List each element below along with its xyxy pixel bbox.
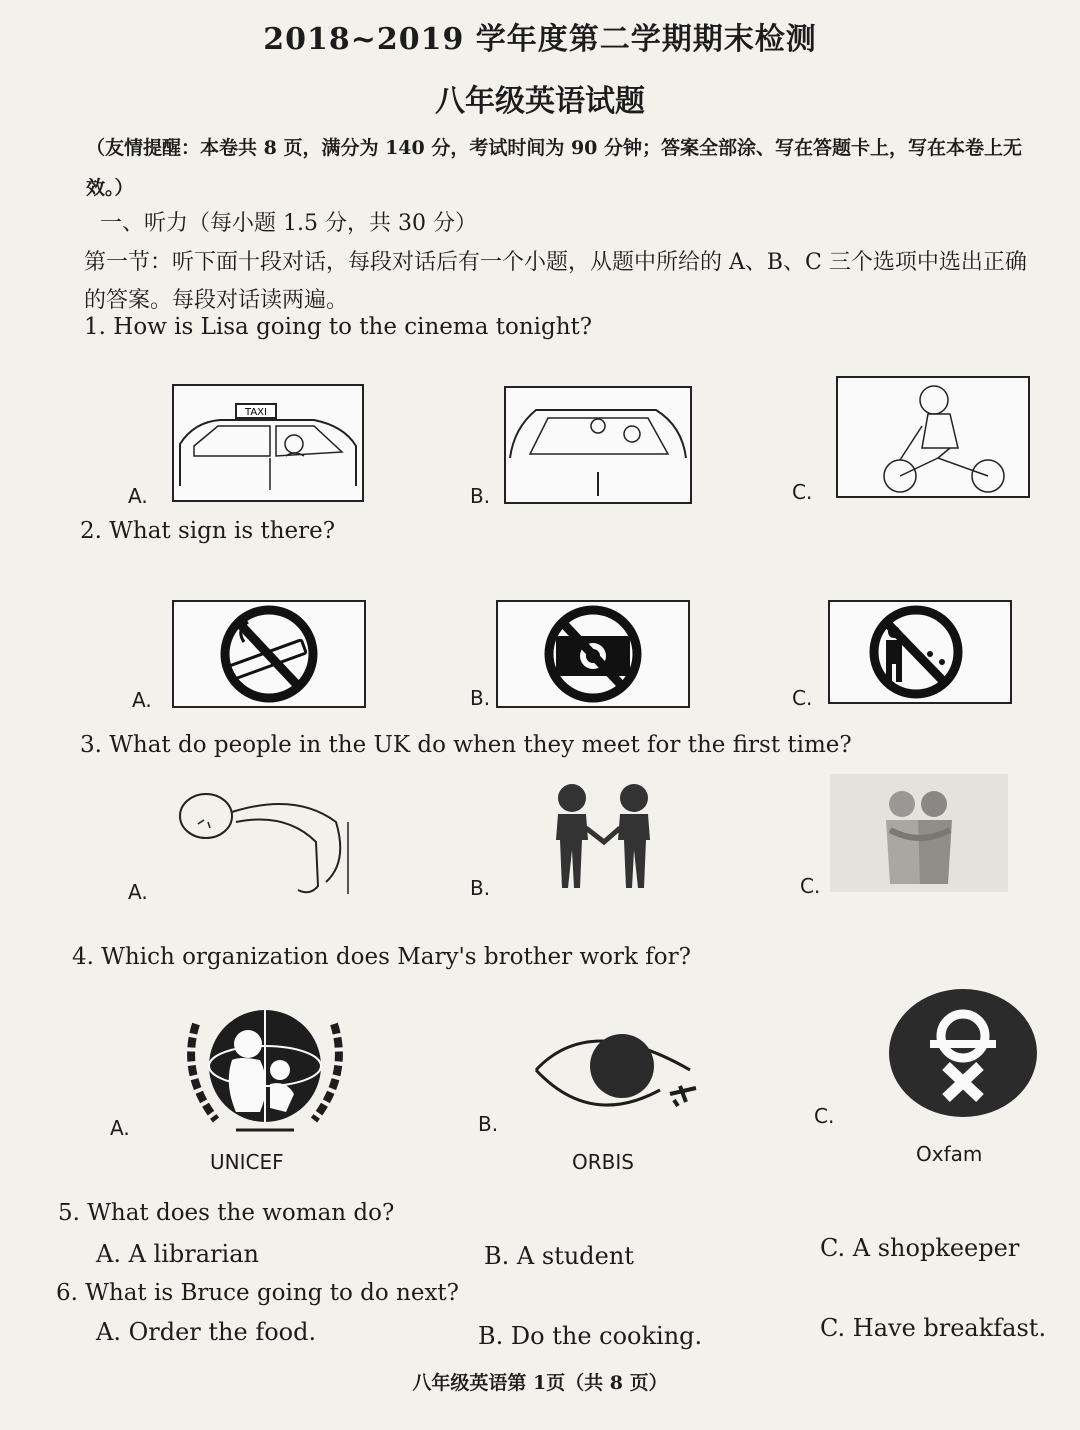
q5-option-a: A. A librarian [96,1240,259,1268]
orbis-logo [530,1016,702,1120]
no-smoking-icon [174,602,364,706]
no-littering-sign [828,600,1012,704]
no-smoking-sign [172,600,366,708]
oxfam-emblem-icon [886,986,1040,1120]
question-3: 3. What do people in the UK do when they meet for the first time? [80,732,852,758]
orbis-eye-icon [530,1016,702,1120]
handshake-icon [548,780,660,894]
unicef-emblem-icon [176,1004,354,1142]
page-footer: 八年级英语第 1页（共 8 页） [412,1372,668,1394]
q1-option-b-label: B. [470,484,491,508]
taxi-sign-text: TAXI [245,407,267,418]
q1-option-c-label: C. [792,480,813,504]
section-heading: 一、听力（每小题 1.5 分，共 30 分） [100,211,477,236]
q2-option-b-label: B. [470,686,491,710]
q3-option-b-label: B. [470,876,491,900]
hugging-people-icon [830,774,1008,892]
question-5: 5. What does the woman do? [58,1200,395,1226]
hug-picture [830,774,1008,892]
handshake-picture [548,780,660,894]
q5-option-c: C. A shopkeeper [820,1234,1020,1262]
question-6: 6. What is Bruce going to do next? [56,1280,459,1306]
exam-title: 2018~2019 学年度第二学期期末检测 [263,22,817,57]
q6-option-a: A. Order the food. [96,1318,317,1346]
bowing-picture [176,782,356,898]
question-1: 1. How is Lisa going to the cinema tonight? [84,314,593,340]
q3-option-a-label: A. [128,880,148,904]
bowing-person-icon [176,782,356,898]
oxfam-logo [886,986,1040,1120]
question-4: 4. Which organization does Mary's brother work for? [72,944,691,970]
exam-subtitle: 八年级英语试题 [435,84,645,119]
no-photos-sign [496,600,690,708]
bicycle-picture [836,376,1030,498]
orbis-label: ORBIS [572,1150,634,1174]
bicycle-rider-icon [838,378,1028,496]
q5-option-b: B. A student [484,1242,634,1270]
q4-option-a-label: A. [110,1116,130,1140]
q4-option-b-label: B. [478,1112,499,1136]
car-picture [504,386,692,504]
airplane-icon [670,1086,696,1106]
q6-option-b: B. Do the cooking. [478,1322,703,1350]
no-camera-icon [498,602,688,706]
q6-option-c: C. Have breakfast. [820,1314,1047,1342]
taxi-icon [174,386,362,500]
exam-note: （友情提醒：本卷共 8 页，满分为 140 分，考试时间为 90 分钟；答案全部涂、写在答题卡上，写在本卷上无效。） [86,137,1023,199]
q2-option-c-label: C. [792,686,813,710]
no-littering-icon [830,602,1010,702]
car-icon [506,388,690,502]
unicef-label: UNICEF [210,1150,284,1174]
taxi-picture [172,384,364,502]
q4-option-c-label: C. [814,1104,835,1128]
q1-option-a-label: A. [128,484,148,508]
section-instruction: 第一节：听下面十段对话，每段对话后有一个小题，从题中所给的 A、B、C 三个选项中选出正确的答案。每段对话读两遍。 [84,250,1027,313]
q3-option-c-label: C. [800,874,821,898]
q2-option-a-label: A. [132,688,152,712]
oxfam-label: Oxfam [916,1142,983,1166]
unicef-logo [176,1004,354,1142]
question-2: 2. What sign is there? [80,518,336,544]
